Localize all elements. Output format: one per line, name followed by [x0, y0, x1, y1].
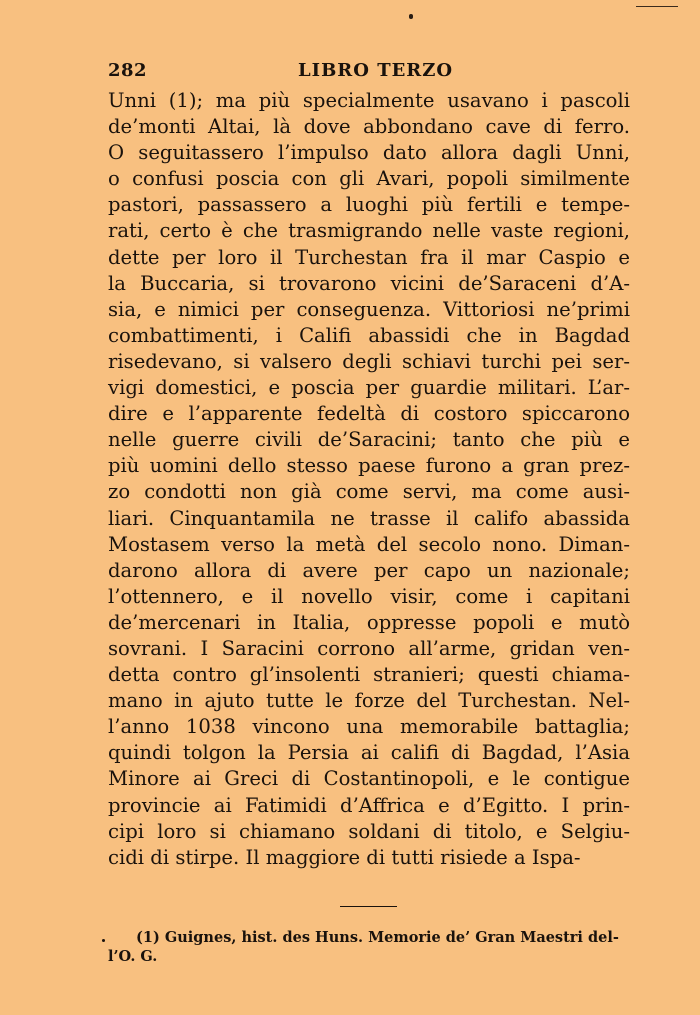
page-header	[108, 60, 628, 86]
text-line: sovrani. I Saracini corrono all’arme, gridan ven-	[108, 636, 630, 660]
text-line: pastori, passassero a luoghi più fertili e tempe-	[108, 193, 630, 217]
text-line: provincie ai Fatimidi d’Affrica e d’Egitto. I prin-	[108, 793, 630, 817]
text-line: Minore ai Greci di Costantinopoli, e le contigue	[108, 767, 630, 791]
running-title: LIBRO TERZO	[298, 60, 454, 81]
text-line: la Buccaria, si trovarono vicini de’Saraceni d’A-	[108, 271, 630, 295]
text-line: più uomini dello stesso paese furono a gran prez-	[108, 454, 630, 478]
page-number: 282	[108, 60, 148, 81]
text-line: mano in ajuto tutte le forze del Turchestan. Nel-	[108, 689, 630, 713]
text-line: cidi di stirpe. Il maggiore di tutti risiede a Ispa-	[108, 845, 581, 869]
footnote	[108, 928, 636, 966]
text-line: dette per loro il Turchestan fra il mar Caspio e	[108, 245, 630, 269]
text-line: detta contro gl’insolenti stranieri; questi chiama-	[108, 663, 630, 687]
text-line: de’monti Altai, là dove abbondano cave di ferro.	[108, 115, 630, 139]
text-line: l’ottennero, e il novello visir, come i capitani	[108, 584, 630, 608]
text-line: nelle guerre civili de’Saracini; tanto che più e	[108, 428, 630, 452]
footnote-line: (1) Guignes, hist. des Huns. Memorie de’ Gran Maestri del-	[136, 929, 619, 946]
text-line: l’anno 1038 vincono una memorabile battaglia;	[108, 715, 630, 739]
margin-speck	[102, 939, 105, 942]
text-line: Mostasem verso la metà del secolo nono. Diman-	[108, 532, 630, 556]
footnote-rule	[340, 906, 397, 907]
text-line: combattimenti, i Califi abassidi che in Bagdad	[108, 323, 630, 347]
text-line: Unni (1); ma più specialmente usavano i pascoli	[108, 89, 630, 112]
text-line: de’mercenari in Italia, oppresse popoli e mutò	[108, 610, 630, 634]
text-line: rati, certo è che trasmigrando nelle vaste regioni,	[108, 219, 630, 243]
footnote-line: l’O. G.	[108, 948, 158, 965]
text-line: sia, e nimici per conseguenza. Vittoriosi ne’primi	[108, 297, 630, 321]
text-line: zo condotti non già come servi, ma come ausi-	[108, 480, 630, 504]
top-edge-rule	[636, 6, 678, 7]
text-line: vigi domestici, e poscia per guardie militari. L’ar-	[108, 376, 630, 400]
text-line: quindi tolgon la Persia ai califi di Bagdad, l’Asia	[108, 741, 630, 765]
text-line: liari. Cinquantamila ne trasse il califo abassida	[108, 506, 630, 530]
text-line: cipi loro si chiamano soldani di titolo, e Selgiu-	[108, 819, 630, 843]
text-line: risedevano, si valsero degli schiavi turchi pei ser-	[108, 349, 630, 373]
text-line: darono allora di avere per capo un nazionale;	[108, 558, 630, 582]
text-line: dire e l’apparente fedeltà di costoro spiccarono	[108, 402, 630, 426]
text-line: O seguitassero l’impulso dato allora dagli Unni,	[108, 141, 630, 165]
body-text	[108, 88, 630, 871]
text-line: o confusi poscia con gli Avari, popoli similmente	[108, 167, 630, 191]
ink-speck	[409, 14, 413, 19]
